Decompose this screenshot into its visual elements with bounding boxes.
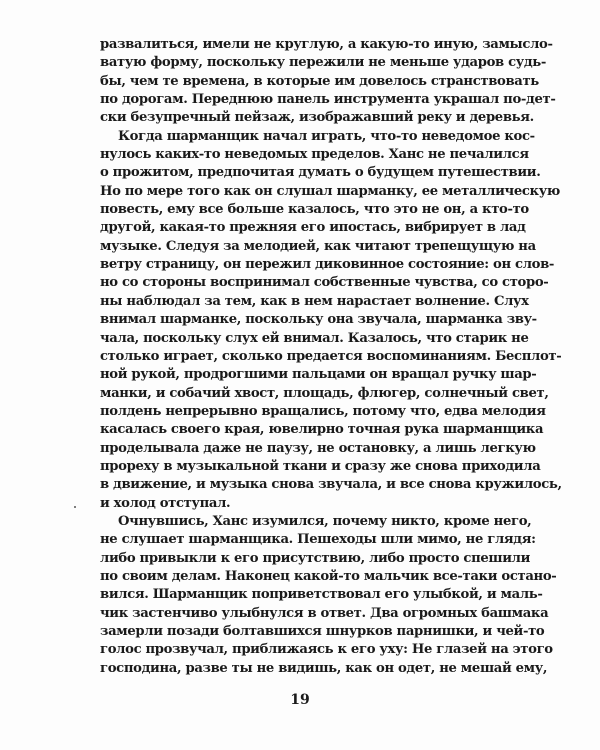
text-line: чала, поскольку слух ей внимал. Казалось, что старик не <box>100 330 529 346</box>
text-line: повесть, ему все больше казалось, что это не он, а кто-то <box>100 202 529 218</box>
text-line: столько играет, сколько предается воспоминаниям. Бесплот- <box>100 348 562 364</box>
text-line: о прожитом, предпочитая думать о будущем путешествии. <box>100 165 541 181</box>
text-line: полдень непрерывно вращались, потому что, едва мелодия <box>100 403 546 419</box>
text-line: ватую форму, поскольку пережили не меньше ударов судь- <box>100 55 547 71</box>
paragraph <box>100 513 557 678</box>
text-line: внимал шарманке, поскольку она звучала, шарманка зву- <box>100 312 537 328</box>
text-line: прореху в музыкальной ткани и сразу же снова приходила <box>100 458 541 474</box>
text-line: развалиться, имели не круглую, а какую-то иную, замысло- <box>100 37 553 52</box>
text-line: замерли позади болтавшихся шнурков парнишки, и чей-то <box>100 624 545 639</box>
text-line: вился. Шарманщик поприветствовал его улыбкой, и маль- <box>100 587 543 603</box>
text-line: Но по мере того как он слушал шарманку, ее металлическую <box>100 183 560 199</box>
body-text <box>100 36 562 678</box>
text-line: касалась своего края, ювелирно точная рука шарманщика <box>100 422 544 438</box>
text-line: другой, какая-то прежняя его ипостась, вибрирует в лад <box>100 220 526 236</box>
text-line: чик застенчиво улыбнулся в ответ. Два огромных башмака <box>100 605 549 621</box>
text-line: проделывала даже не паузу, не остановку, а лишь легкую <box>100 440 536 456</box>
text-line: ски безупречный пейзаж, изображавший реку и деревья. <box>100 110 534 126</box>
paragraph <box>100 36 556 128</box>
text-line: Очнувшись, Ханс изумился, почему никто, кроме него, <box>118 513 532 529</box>
text-line: но со стороны воспринимал собственные чувства, со сторо- <box>100 275 549 291</box>
text-line: бы, чем те времена, в которые им довелось странствовать <box>100 73 539 89</box>
text-line: и холод отступал. <box>100 495 231 511</box>
text-line: нулось каких-то неведомых пределов. Ханс не печалился <box>100 147 529 163</box>
page-number: 19 <box>290 692 310 708</box>
text-line: ны наблюдал за тем, как в нем нарастает волнение. Слух <box>100 293 529 309</box>
text-line: либо привыкли к его присутствию, либо просто спешили <box>100 550 531 566</box>
scan-speck <box>74 506 76 508</box>
paragraph <box>100 128 562 513</box>
text-line: ной рукой, продрогшими пальцами он вращал ручку шар- <box>100 367 537 383</box>
text-line: в движение, и музыка снова звучала, и все снова кружилось, <box>100 477 562 493</box>
text-line: по своим делам. Наконец какой-то мальчик все-таки остано- <box>100 568 557 584</box>
text-line: по дорогам. Переднюю панель инструмента украшал по-дет- <box>100 92 556 108</box>
text-line: музыке. Следуя за мелодией, как читают трепещущую на <box>100 238 536 254</box>
text-line: не слушает шарманщика. Пешеходы шли мимо, не глядя: <box>100 532 536 548</box>
text-line: господина, разве ты не видишь, как он одет, не мешай ему, <box>100 660 548 676</box>
text-line: голос прозвучал, приближаясь к его уху: Не глазей на этого <box>100 642 553 658</box>
text-line: Когда шарманщик начал играть, что-то неведомое кос- <box>118 128 535 144</box>
text-line: манки, и собачий хвост, площадь, флюгер, солнечный свет, <box>100 385 549 401</box>
text-line: ветру страницу, он пережил диковинное состояние: он слов- <box>100 257 555 273</box>
